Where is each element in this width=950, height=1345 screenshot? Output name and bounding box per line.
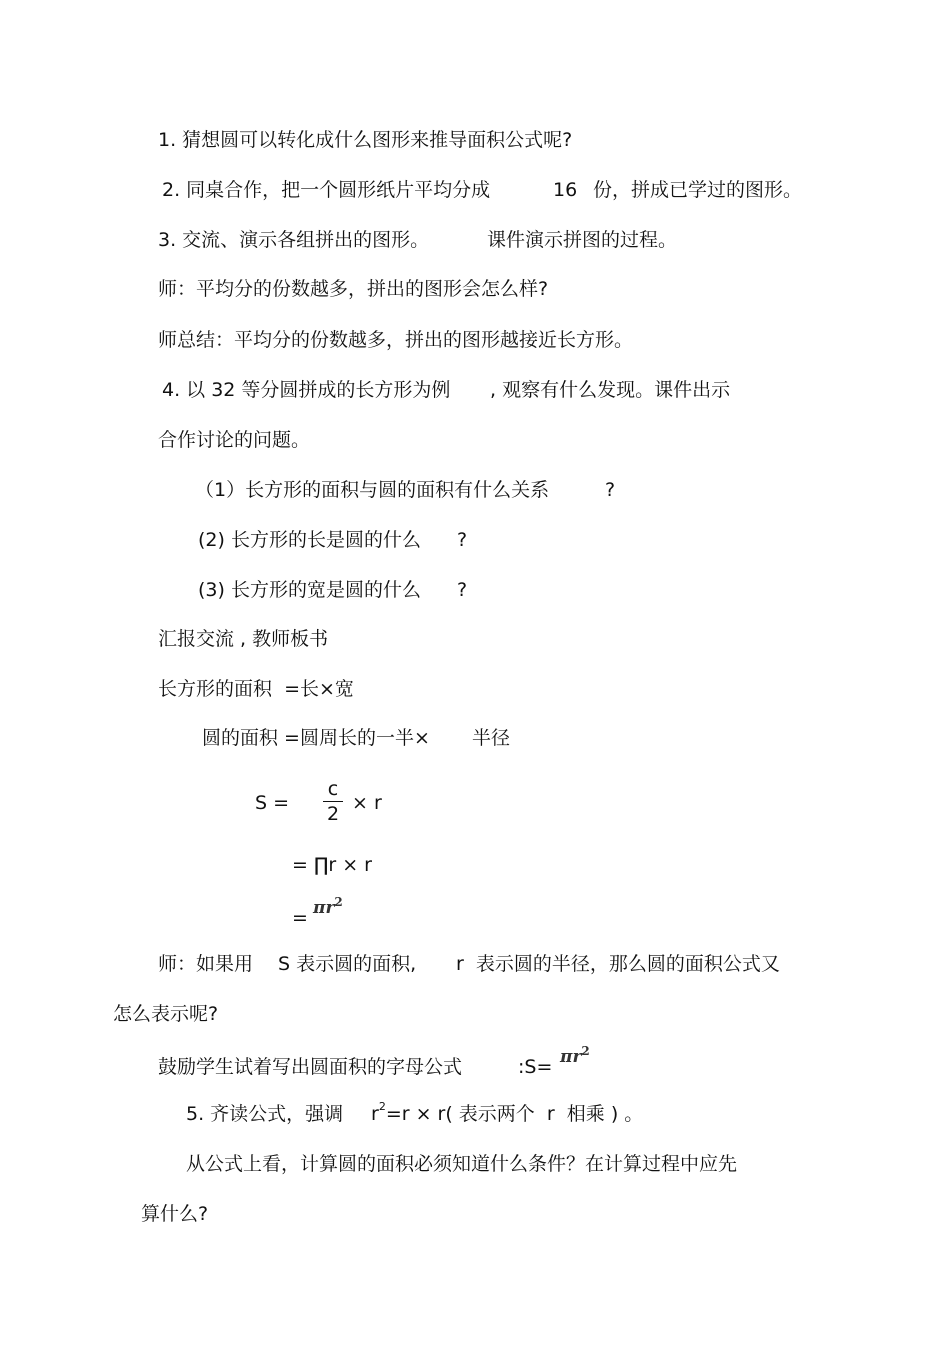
teacher-prompt-r: r 表示圆的半径，那么圆的面积公式又 [456,953,780,975]
fraction [323,778,343,825]
circle-area-formula: 圆的面积 =圆周长的一半× [202,727,430,749]
fraction-bar [323,801,343,802]
circle-area-radius: 半径 [472,727,511,749]
question-1: （1）长方形的面积与圆的面积有什么关系 [195,479,550,501]
formula-step-3-eq: = [292,907,308,929]
question-2-mark: ? [457,529,468,551]
question-3-mark: ? [457,579,468,601]
pi-r-squared-image: $\pi r^2$ [313,895,343,918]
question-2: (2) 长方形的长是圆的什么 [198,529,421,551]
step-2-number: 16 [553,179,578,201]
teacher-question: 师：平均分的份数越多，拼出的图形会怎么样? [158,278,549,300]
formula-step-2: = ∏r × r [292,854,372,876]
step-4-text: 4. 以 32 等分圆拼成的长方形为例 [162,379,451,401]
step-2-text: 2. 同桌合作，把一个圆形纸片平均分成 [162,179,491,201]
step-3-courseware: 课件演示拼图的过程。 [487,229,678,251]
condition-question: 从公式上看，计算圆的面积必须知道什么条件？在计算过程中应先 [186,1153,738,1175]
pi-r-squared-image-2: $\pi r^2$ [560,1044,590,1067]
teacher-prompt: 师：如果用 [158,953,254,975]
rectangle-area-formula: 长方形的面积 =长×宽 [158,678,354,700]
step-5-text: 5. 齐读公式，强调 [186,1103,344,1125]
teacher-prompt-end: 怎么表示呢? [113,1003,219,1025]
teacher-prompt-s: S 表示圆的面积, [278,953,417,975]
question-1-mark: ? [605,479,616,501]
s-label: S = [255,792,290,814]
fraction-denominator: 2 [326,803,340,825]
condition-question-end: 算什么? [141,1203,209,1225]
encourage-s: :S= [518,1056,553,1078]
question-3: (3) 长方形的宽是圆的什么 [198,579,421,601]
report-heading: 汇报交流 , 教师板书 [158,628,329,650]
times-r: × r [352,792,382,814]
step-3-text: 3. 交流、演示各组拼出的图形。 [158,229,430,251]
step-2-text-end: 份，拼成已学过的图形。 [593,179,803,201]
discussion-heading: 合作讨论的问题。 [158,429,311,451]
step-5-formula: $r^2=r \times r$( 表示两个 r 相乘 ) 。 [371,1100,644,1125]
step-4-text-end: , 观察有什么发现。课件出示 [490,379,731,401]
step-1-text: 1. 猜想圆可以转化成什么图形来推导面积公式呢? [158,129,573,151]
encourage-text: 鼓励学生试着写出圆面积的字母公式 [158,1056,463,1078]
fraction-numerator: c [327,778,339,800]
teacher-summary: 师总结：平均分的份数越多，拼出的图形越接近长方形。 [158,329,634,351]
